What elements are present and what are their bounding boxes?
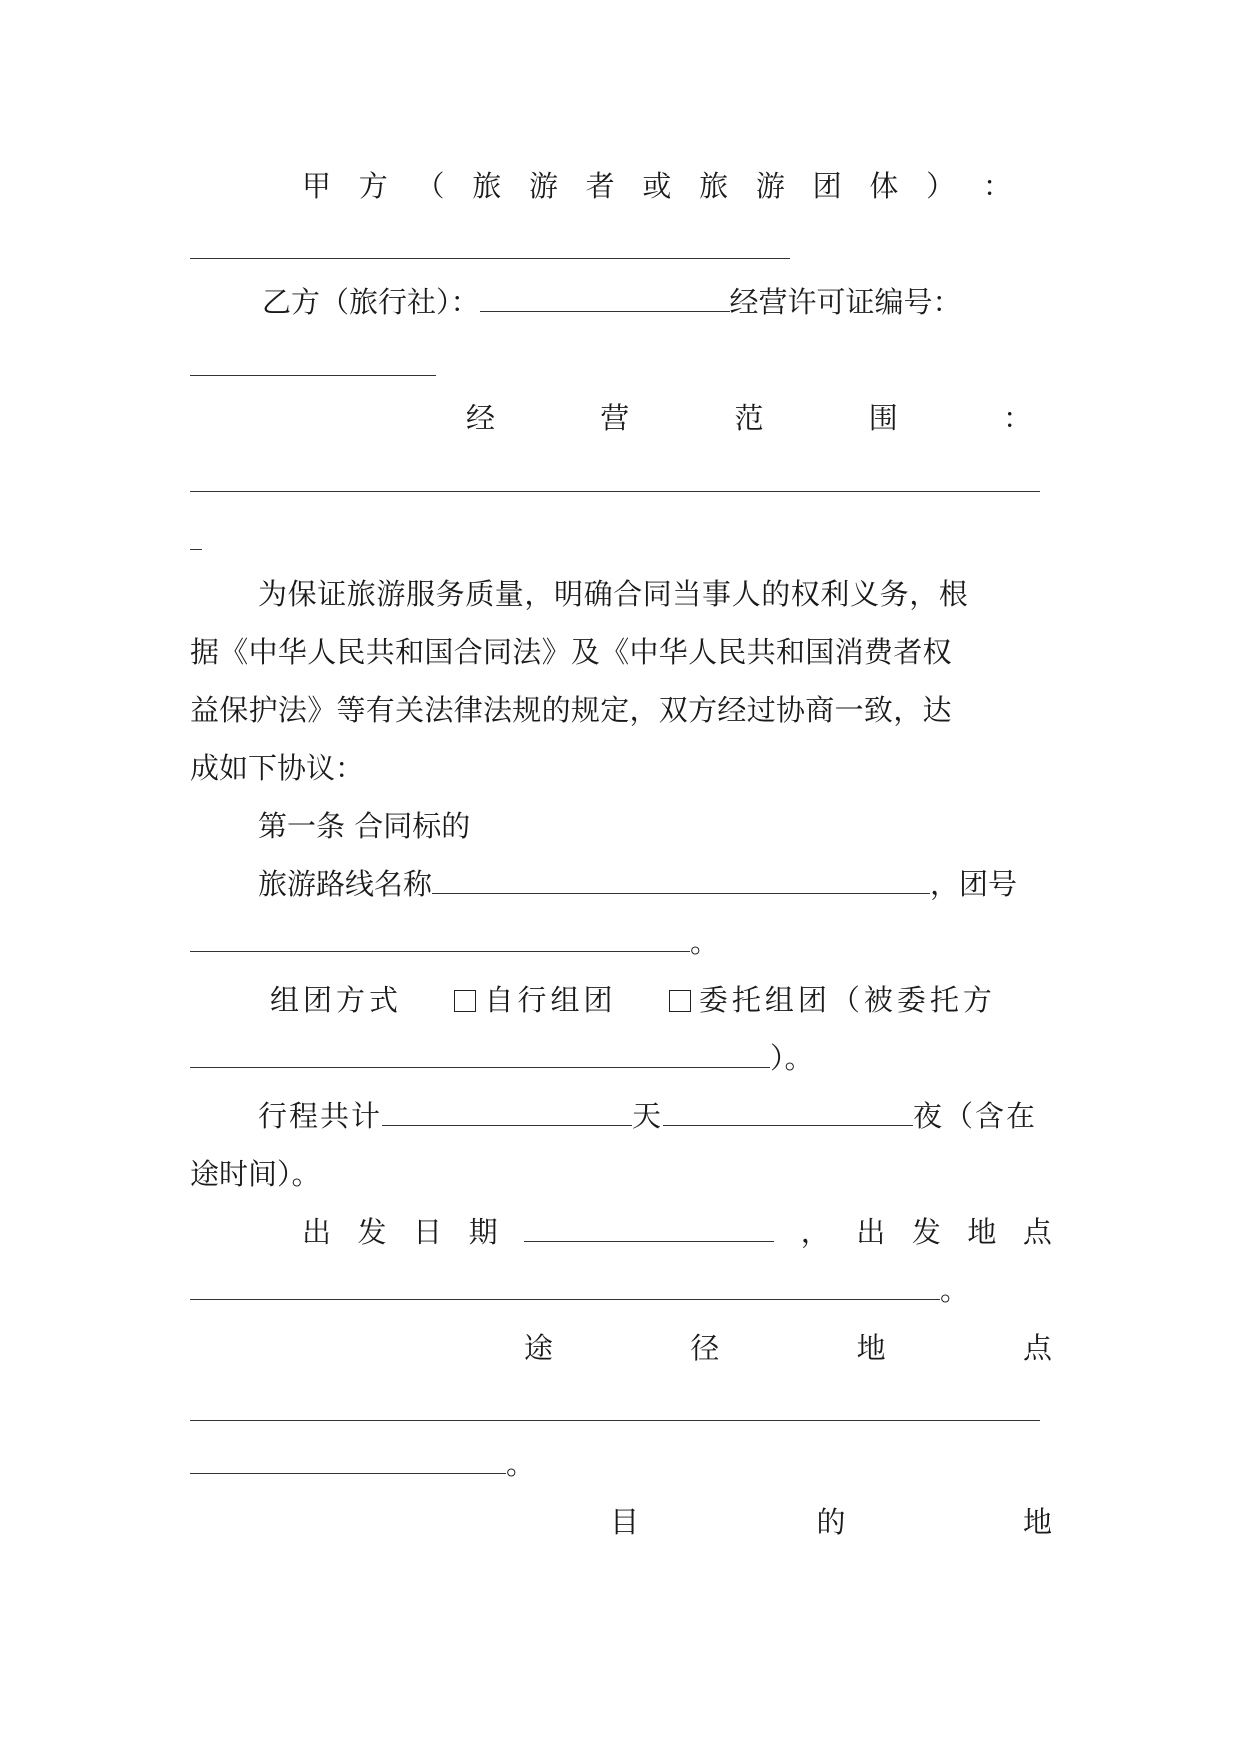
- party-b-line: [262, 282, 1052, 322]
- departure-char: 地: [967, 1215, 997, 1249]
- itinerary-prefix: 行程共计: [258, 1099, 383, 1133]
- preamble-line-1: 为保证旅游服务质量，明确合同当事人的权利义务，根: [258, 577, 969, 611]
- party-a-line: [302, 166, 1012, 206]
- departure-char: 发: [911, 1215, 941, 1249]
- route-label: 旅游路线名称: [258, 867, 433, 901]
- party-a-char: ）: [926, 169, 956, 203]
- entrusted-party-blank: [190, 1041, 770, 1068]
- scope-char: 范: [734, 401, 764, 435]
- via-char: 径: [690, 1331, 720, 1365]
- departure-char: ，: [800, 1215, 830, 1249]
- departure-char: 出: [856, 1215, 886, 1249]
- via-blank: [190, 1420, 1040, 1421]
- departure-line: [302, 1212, 1052, 1252]
- departure-char: 出: [302, 1215, 332, 1249]
- preamble-line-4: 成如下协议：: [190, 751, 365, 785]
- group-no-line: [190, 922, 1052, 962]
- party-a-char: ：: [982, 169, 1012, 203]
- party-a-char: 体: [869, 169, 899, 203]
- via-blank-cont: [190, 1447, 506, 1474]
- party-b-name-blank: [480, 285, 730, 312]
- preamble-line-2: 据《中华人民共和国合同法》及《中华人民共和国消费者权: [190, 635, 952, 669]
- departure-place-line: [190, 1270, 1052, 1310]
- close-paren: ）。: [770, 1041, 814, 1075]
- preamble-line-3: 益保护法》等有关法律法规的规定，双方经过协商一致，达: [190, 693, 952, 727]
- party-a-char: 旅: [472, 169, 502, 203]
- entrusted-party-line: [190, 1038, 1052, 1078]
- departure-char: 日: [413, 1215, 443, 1249]
- period: 。: [690, 925, 720, 959]
- period: 。: [940, 1273, 970, 1307]
- business-scope-blank: [190, 491, 1040, 492]
- nights-label: 夜（含在: [913, 1099, 1038, 1133]
- group-no-label: ，团号: [930, 867, 1018, 901]
- license-label: 经营许可证编号：: [729, 285, 962, 319]
- itinerary-cont: 途时间）。: [190, 1157, 321, 1191]
- article1-title: 第一条 合同标的: [258, 809, 471, 843]
- business-scope-blank-cont: [190, 549, 202, 550]
- party-a-char: 方: [358, 169, 388, 203]
- self-organized-label: 自行组团: [484, 983, 617, 1017]
- departure-char: 期: [468, 1215, 498, 1249]
- party-a-char: 或: [642, 169, 672, 203]
- nights-blank: [663, 1099, 913, 1126]
- party-b-label: 乙方（旅行社）：: [262, 285, 480, 319]
- self-organized-checkbox[interactable]: [454, 990, 476, 1012]
- license-number-blank: [190, 375, 436, 376]
- scope-char: 经: [466, 401, 496, 435]
- via-line: [524, 1328, 1052, 1368]
- via-char: 地: [856, 1331, 886, 1365]
- entrusted-label: 委托组团（被委托方: [698, 983, 996, 1017]
- departure-char: 发: [357, 1215, 387, 1249]
- business-scope-line: [466, 398, 1032, 438]
- scope-char: 围: [868, 401, 898, 435]
- party-a-blank: [190, 258, 790, 259]
- days-blank: [382, 1099, 632, 1126]
- destination-line: [610, 1502, 1052, 1542]
- via-char: 途: [524, 1331, 554, 1365]
- via-blank-cont-line: [190, 1444, 1052, 1484]
- party-a-char: （: [415, 169, 445, 203]
- scope-char: 营: [600, 401, 630, 435]
- party-a-char: 甲: [302, 169, 332, 203]
- destination-char: 地: [1022, 1505, 1052, 1539]
- period: 。: [506, 1447, 536, 1481]
- destination-char: 目: [610, 1505, 640, 1539]
- party-a-char: 旅: [699, 169, 729, 203]
- group-no-blank: [190, 925, 690, 952]
- via-char: 点: [1022, 1331, 1052, 1365]
- days-label: 天: [632, 1099, 664, 1133]
- itinerary-line: [258, 1096, 1052, 1136]
- scope-char: ：: [1002, 401, 1032, 435]
- destination-char: 的: [816, 1505, 846, 1539]
- group-mode-label: 组团方式: [270, 983, 403, 1017]
- departure-date-blank: [524, 1215, 774, 1242]
- party-a-char: 游: [528, 169, 558, 203]
- route-name-blank: [432, 867, 930, 894]
- party-a-char: 者: [585, 169, 615, 203]
- departure-char: 点: [1022, 1215, 1052, 1249]
- entrusted-checkbox[interactable]: [669, 990, 691, 1012]
- departure-place-blank: [190, 1273, 940, 1300]
- route-line: [258, 864, 1052, 904]
- group-mode-line: [270, 980, 1052, 1020]
- party-a-char: 团: [812, 169, 842, 203]
- party-a-char: 游: [755, 169, 785, 203]
